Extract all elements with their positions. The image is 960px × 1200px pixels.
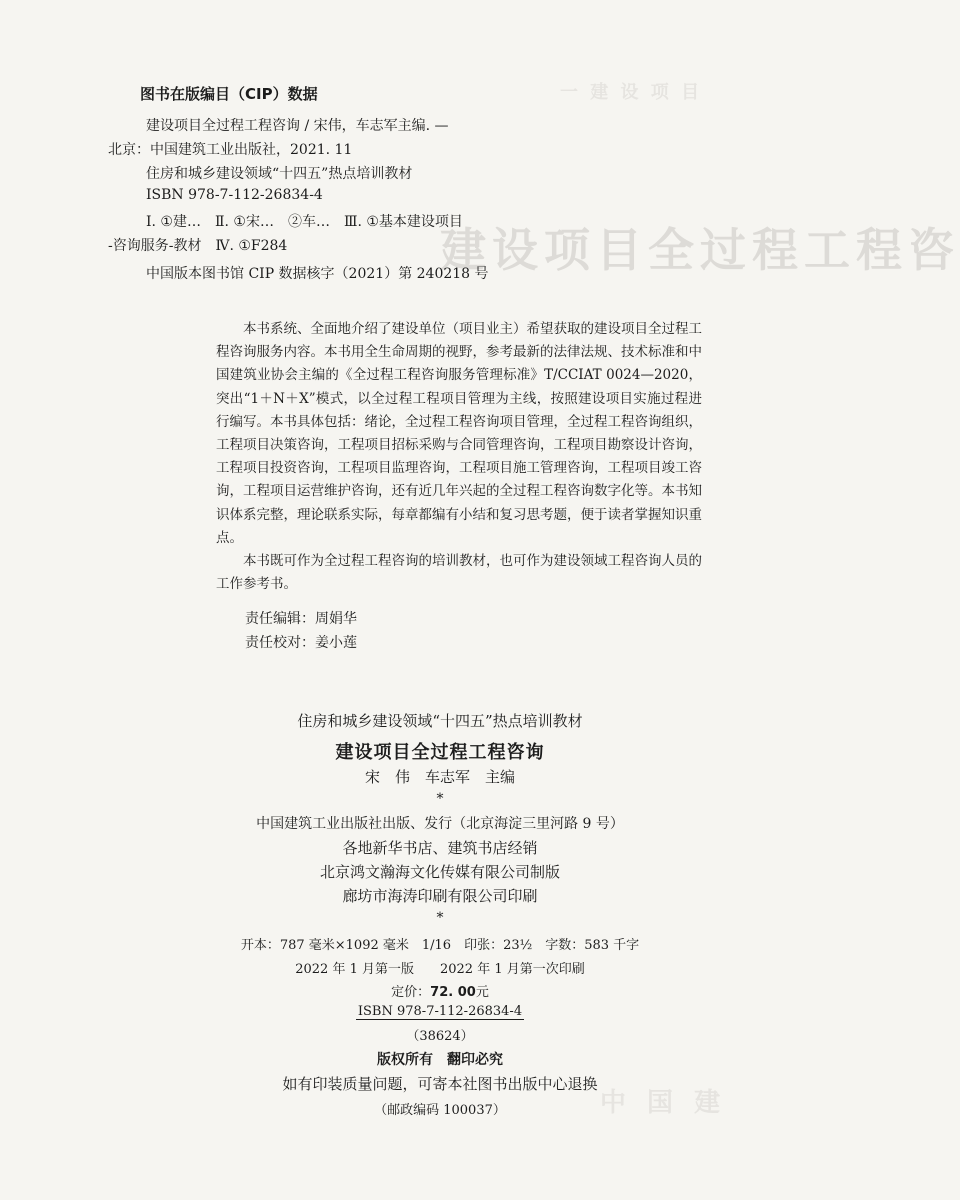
colophon-distributor: 各地新华书店、建筑书店经销 bbox=[342, 839, 538, 857]
colophon-return-notice: 如有印装质量问题，可寄本社图书出版中心退换 bbox=[282, 1075, 598, 1093]
summary-paragraph-2: 本书既可作为全过程工程咨询的培训教材，也可作为建设领域工程咨询人员的工作参考书。 bbox=[216, 553, 702, 593]
colophon-book-title: 建设项目全过程工程咨询 bbox=[335, 742, 545, 763]
bleed-through-title: 建设项目全过程工程咨 bbox=[440, 223, 960, 277]
price-unit: 元 bbox=[475, 985, 489, 1000]
colophon-code: （38624） bbox=[406, 1029, 474, 1044]
colophon-price bbox=[200, 981, 680, 1000]
colophon-isbn-row bbox=[200, 1004, 680, 1020]
colophon-publisher: 中国建筑工业出版社出版、发行（北京海淀三里河路 9 号） bbox=[256, 816, 624, 832]
separator-star-1: * bbox=[436, 791, 444, 807]
colophon-series: 住房和城乡建设领域“十四五”热点培训教材 bbox=[297, 712, 583, 730]
cip-line-classification-1: Ⅰ. ①建… Ⅱ. ①宋… ②车… Ⅲ. ①基本建设项目 bbox=[146, 214, 463, 230]
responsible-editor: 责任编辑：周娟华 bbox=[245, 611, 357, 627]
colophon-printer: 廊坊市海涛印刷有限公司印刷 bbox=[342, 887, 538, 905]
colophon-format: 开本：787 毫米×1092 毫米 1/16 印张：23½ 字数：583 千字 bbox=[240, 938, 640, 953]
cip-line-series: 住房和城乡建设领域“十四五”热点培训教材 bbox=[146, 166, 413, 182]
book-summary bbox=[216, 318, 702, 596]
cip-line-publisher: 北京：中国建筑工业出版社，2021. 11 bbox=[108, 142, 353, 158]
bleed-through-bottom: 中 国 建 bbox=[600, 1088, 727, 1118]
cip-line-isbn: ISBN 978-7-112-26834-4 bbox=[146, 187, 323, 203]
price-label: 定价： bbox=[391, 985, 431, 1000]
colophon-edition: 2022 年 1 月第一版 2022 年 1 月第一次印刷 bbox=[295, 962, 585, 977]
colophon-copyright: 版权所有 翻印必究 bbox=[377, 1052, 503, 1068]
separator-star-2: * bbox=[436, 910, 444, 926]
price-value: 72. 00 bbox=[430, 985, 476, 1000]
cip-record-number: 中国版本图书馆 CIP 数据核字（2021）第 240218 号 bbox=[146, 266, 489, 282]
responsible-proofreader: 责任校对：姜小莲 bbox=[245, 635, 357, 651]
colophon-typesetter: 北京鸿文瀚海文化传媒有限公司制版 bbox=[319, 863, 560, 881]
summary-paragraph-1: 本书系统、全面地介绍了建设单位（项目业主）希望获取的建设项目全过程工程咨询服务内容。本书用全生命周期的视野，参考最新的法律法规、技术标准和中国建筑业协会主编的《全过程工程咨询服务管理标准》T/CCIAT 0024—2020，突出“1＋N＋X”模式，以全过程工程项目管理为主线，按照建设项目实施过程进行编写。本书具体包括：绪论，全过程工程咨询项目管理，全过程工程咨询组织，工程项目决策咨询，工程项目招标采购与合同管理咨询，工程项目勘察设计咨询，工程项目投资咨询，工程项目监理咨询，工程项目施工管理咨询，工程项目竣工咨询，工程项目运营维护咨询，还有近几年兴起的全过程工程咨询数字化等。本书知识体系完整，理论联系实际，每章都编有小结和复习思考题，便于读者掌握知识重点。 bbox=[216, 321, 702, 546]
bleed-through-top: 一 建 设 项 目 bbox=[560, 82, 703, 103]
cip-title: 图书在版编目（CIP）数据 bbox=[140, 85, 318, 103]
colophon-postcode: （邮政编码 100037） bbox=[374, 1103, 506, 1118]
colophon-authors: 宋 伟 车志军 主编 bbox=[364, 768, 515, 786]
cip-line-classification-2: -咨询服务-教材 Ⅳ. ①F284 bbox=[108, 238, 288, 254]
cip-line-title: 建设项目全过程工程咨询 / 宋伟，车志军主编. — bbox=[146, 118, 449, 134]
colophon-isbn: ISBN 978-7-112-26834-4 bbox=[357, 1004, 523, 1019]
